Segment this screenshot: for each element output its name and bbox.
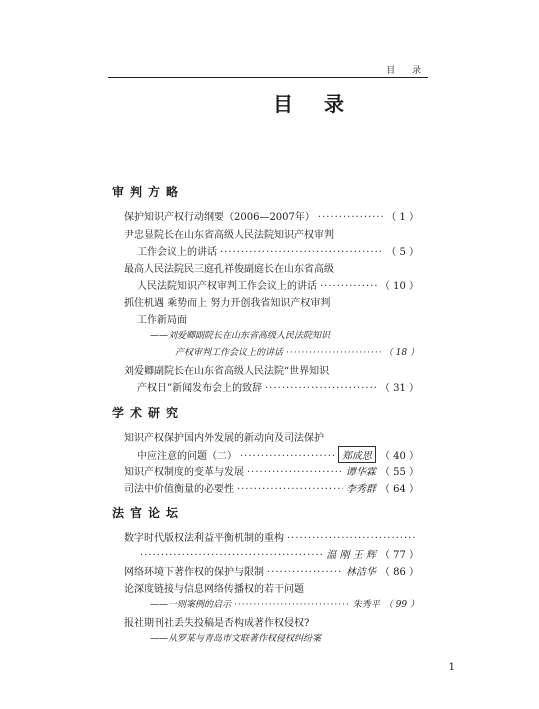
toc-entry-page: （ 86 ）	[379, 567, 419, 578]
toc-entry-text: ——刘爱卿副院长在山东省高级人民法院知识	[150, 331, 331, 341]
leader-dots	[265, 383, 377, 394]
toc-entry-text: 尹忠显院长在山东省高级人民法院知识产权审判	[124, 230, 334, 241]
toc-entry-subtitle	[150, 328, 330, 341]
toc-entry	[124, 226, 334, 241]
toc-entry[interactable]	[137, 546, 419, 561]
page-number: 1	[448, 662, 455, 673]
toc-entry-page: （ 99 ）	[383, 600, 419, 610]
section-title: 法官论坛	[112, 506, 185, 520]
leader-dots	[220, 247, 383, 258]
leader-dots	[240, 451, 335, 462]
toc-entry-page: （ 10 ）	[379, 281, 419, 292]
toc-entry-text: 工作新局面	[137, 315, 187, 326]
leader-dots	[267, 567, 343, 578]
section-title: 审判方略	[112, 185, 185, 199]
toc-entry[interactable]	[124, 208, 419, 223]
toc-entry-text: 抓住机遇 乘势而上 努力开创我省知识产权审判	[124, 298, 331, 309]
leader-dots	[247, 467, 343, 478]
toc-entry-page: （ 31 ）	[379, 383, 419, 394]
toc-entry[interactable]	[150, 597, 419, 610]
section-title: 学术研究	[112, 406, 185, 420]
toc-entry-text: 报社期刊社丢失投稿是否构成著作权侵权?	[124, 618, 310, 629]
toc-entry-text: 工作会议上的讲话	[137, 247, 217, 258]
toc-entry-text: 最高人民法院民三庭孔祥俊副庭长在山东省高级	[124, 264, 334, 275]
page-title: 目 录	[273, 92, 356, 116]
toc-entry-page: （ 77 ）	[379, 550, 419, 561]
toc-entry	[124, 294, 330, 309]
toc-entry-page: （ 1 ）	[386, 212, 419, 223]
toc-entry-text: 产权日”新闻发布会上的致辞	[137, 383, 263, 394]
toc-entry-text: 知识产权制度的变革与发展	[124, 467, 244, 478]
toc-entry[interactable]	[137, 243, 419, 258]
toc-entry-text: ——一则案例的启示	[150, 600, 232, 610]
toc-entry[interactable]	[175, 345, 419, 358]
toc-entry-text: 数字时代版权法利益平衡机制的重构	[124, 533, 284, 544]
toc-entry-page: （ 5 ）	[386, 247, 419, 258]
toc-entry-subtitle	[150, 631, 321, 644]
toc-entry-text: 论深度链接与信息网络传播权的若干问题	[124, 584, 304, 595]
toc-entry	[124, 614, 309, 629]
toc-entry-author: 李秀群	[345, 484, 376, 495]
toc-entry-text: ——从罗某与青岛市文联著作权侵权纠纷案	[150, 634, 322, 644]
toc-entry-text: 产权审判工作会议上的讲话	[175, 348, 284, 358]
toc-entry[interactable]	[124, 529, 419, 544]
toc-entry-author: 温 刚 王 辉	[326, 550, 376, 561]
toc-entry-page: （ 18 ）	[383, 348, 419, 358]
leader-dots	[320, 281, 377, 292]
toc-entry-author: 林洁华	[345, 567, 376, 578]
toc-entry	[124, 429, 324, 444]
toc-entry	[137, 311, 187, 326]
toc-entry[interactable]	[124, 563, 419, 578]
toc-entry[interactable]	[137, 446, 419, 463]
toc-entry[interactable]	[124, 463, 419, 478]
toc-entry-author: 朱秀平	[352, 600, 380, 610]
toc-entry-text: 中应注意的问题（二）	[137, 451, 237, 462]
leader-dots	[140, 550, 323, 561]
toc-entry-text: 网络环境下著作权的保护与限制	[124, 567, 264, 578]
toc-entry-page: （ 64 ）	[379, 484, 419, 495]
toc-entry-page: （ 40 ）	[379, 451, 419, 462]
toc-entry[interactable]	[124, 480, 419, 495]
toc-entry[interactable]	[137, 277, 419, 292]
toc-entry-text: 知识产权保护国内外发展的新动向及司法保护	[124, 433, 324, 444]
toc-entry-text: 保护知识产权行动纲要（2006—2007年）	[124, 212, 315, 223]
leader-dots	[286, 348, 381, 358]
toc-entry-author: 郑成思	[338, 446, 376, 463]
toc-entry-text: 人民法院知识产权审判工作会议上的讲话	[137, 281, 317, 292]
toc-entry	[124, 580, 304, 595]
leader-dots	[318, 212, 383, 223]
toc-entry-page: （ 55 ）	[379, 467, 419, 478]
toc-entry-text: 刘爱卿副院长在山东省高级人民法院“世界知识	[124, 366, 330, 377]
toc-entry	[124, 260, 334, 275]
leader-dots	[237, 484, 343, 495]
leader-dots	[234, 600, 350, 610]
toc-entry-author: 谭华霖	[345, 467, 376, 478]
toc-entry	[124, 362, 329, 377]
toc-entry-text: 司法中价值衡量的必要性	[124, 484, 234, 495]
toc-entry[interactable]	[137, 379, 419, 394]
running-header: 目 录	[108, 63, 428, 78]
leader-dots	[287, 533, 416, 544]
